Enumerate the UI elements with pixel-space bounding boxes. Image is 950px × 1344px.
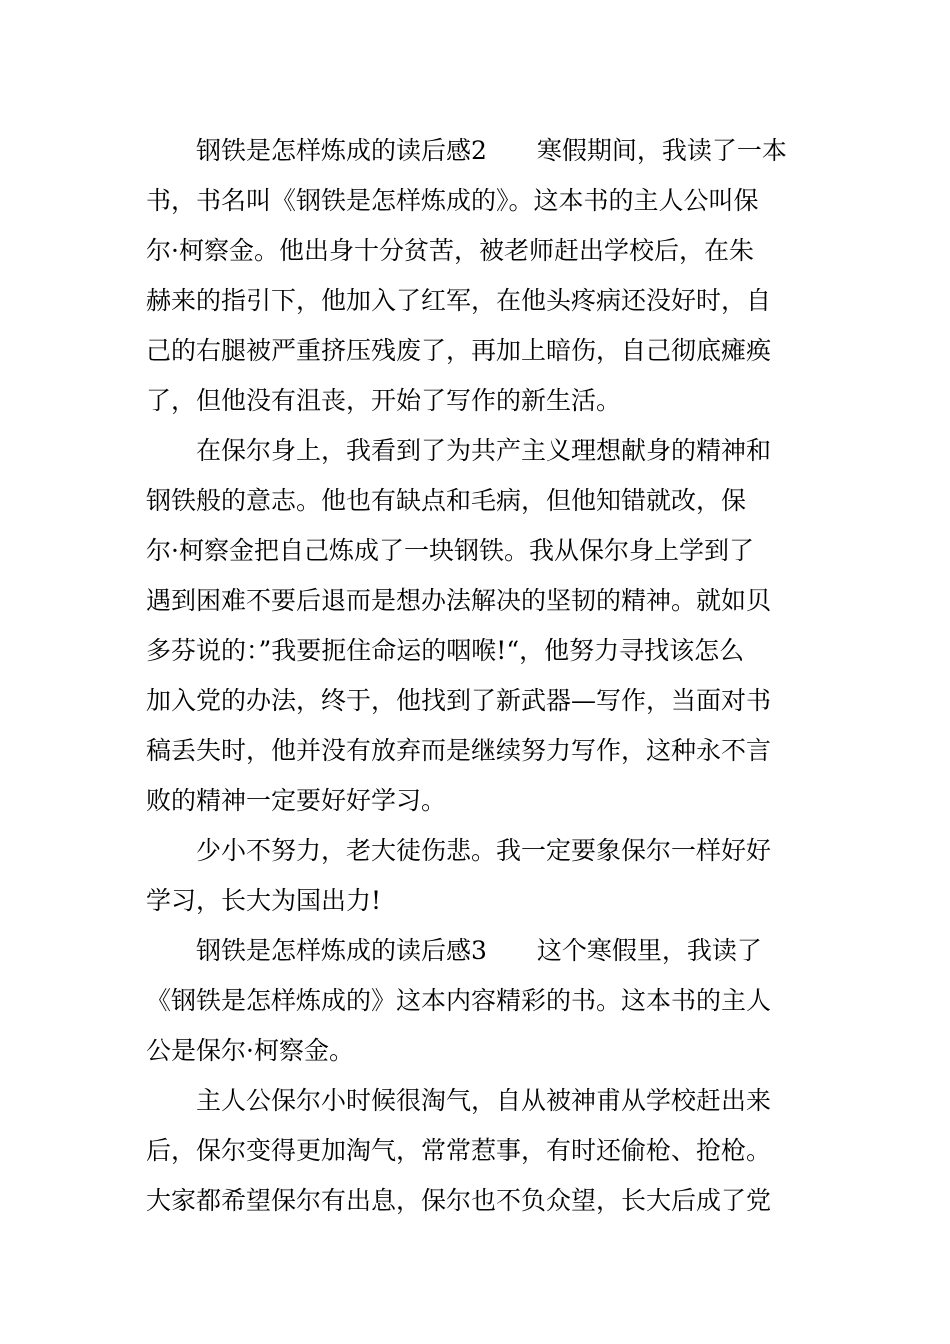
text-line: 了，但他没有沮丧，开始了写作的新生活。 xyxy=(146,386,622,415)
text-line: 败的精神一定要好好学习。 xyxy=(146,786,447,815)
text-line: 《钢铁是怎样炼成的》这本内容精彩的书。这本书的主人 xyxy=(146,986,772,1015)
text-line: 己的右腿被严重挤压残废了，再加上暗伤，自己彻底瘫痪 xyxy=(146,336,772,365)
text-line: 尔·柯察金把自己炼成了一块钢铁。我从保尔身上学到了 xyxy=(146,536,754,565)
text-line: 后，保尔变得更加淘气，常常惹事，有时还偷枪、抢枪。 xyxy=(146,1136,772,1165)
text-line: 在保尔身上，我看到了为共产主义理想献身的精神和 xyxy=(146,436,772,465)
text-line: 赫来的指引下，他加入了红军，在他头疼病还没好时，自 xyxy=(146,286,772,315)
text-line: 少小不努力，老大徒伤悲。我一定要象保尔一样好好 xyxy=(146,836,772,865)
text-line: 稿丢失时，他并没有放弃而是继续努力写作，这种永不言 xyxy=(146,736,772,765)
text-line: 钢铁是怎样炼成的读后感2 寒假期间，我读了一本 xyxy=(146,136,787,165)
text-line: 主人公保尔小时候很淘气，自从被神甫从学校赶出来 xyxy=(146,1086,772,1115)
text-line: 多芬说的：”我要扼住命运的咽喉!“，他努力寻找该怎么 xyxy=(146,636,745,665)
text-line: 书，书名叫《钢铁是怎样炼成的》。这本书的主人公叫保 xyxy=(146,186,759,215)
text-line: 大家都希望保尔有出息，保尔也不负众望，长大后成了党 xyxy=(146,1186,772,1215)
text-line: 钢铁是怎样炼成的读后感3 这个寒假里，我读了 xyxy=(146,936,762,965)
text-line: 遇到困难不要后退而是想办法解决的坚韧的精神。就如贝 xyxy=(146,586,772,615)
text-line: 尔·柯察金。他出身十分贫苦，被老师赶出学校后，在朱 xyxy=(146,236,754,265)
text-line: 公是保尔·柯察金。 xyxy=(146,1036,354,1065)
text-line: 钢铁般的意志。他也有缺点和毛病，但他知错就改，保 xyxy=(146,486,747,515)
document-body xyxy=(146,126,806,1226)
text-line: 加入党的办法，终于，他找到了新武器—写作，当面对书 xyxy=(146,686,772,715)
text-line: 学习，长大为国出力! xyxy=(146,886,382,915)
